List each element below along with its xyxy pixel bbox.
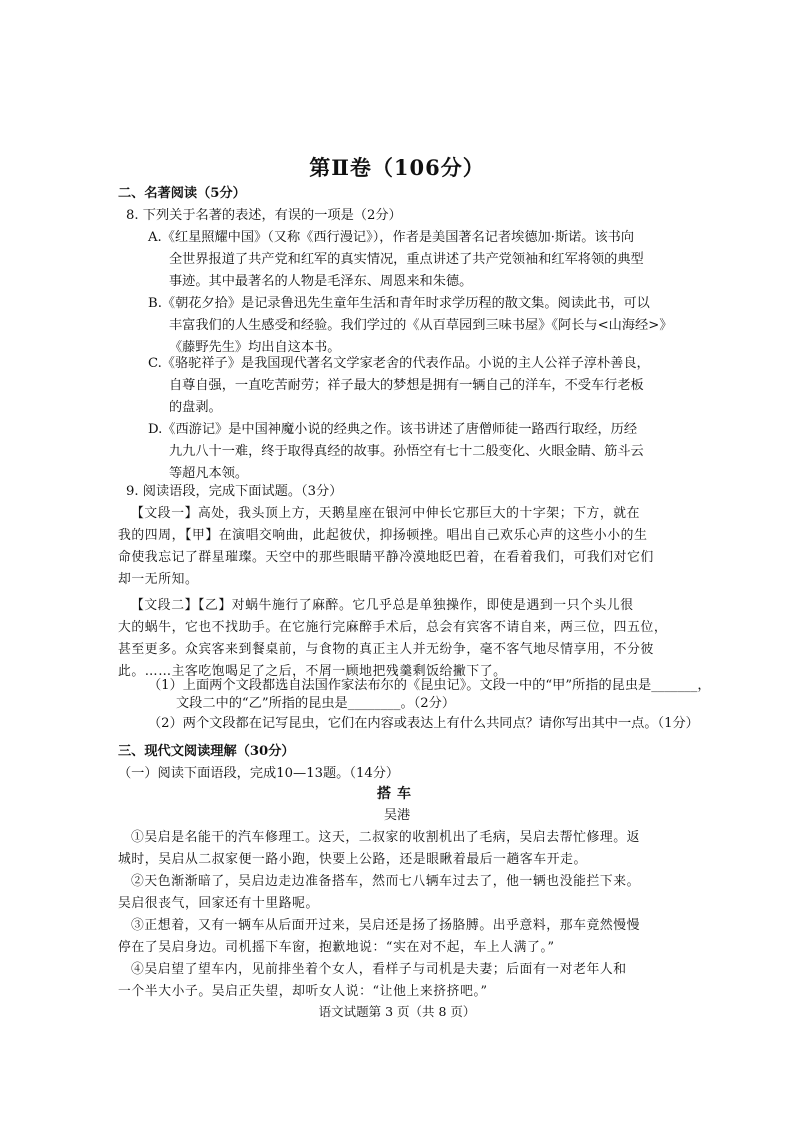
paper-part-title: 第Ⅱ卷（106分） — [309, 155, 485, 180]
story-paragraph-line: 吴启很丧气，回家还有十里路呢。 — [118, 896, 319, 911]
option-a-line: A.《红星照耀中国》（又称《西行漫记》），作者是美国著名记者埃德加·斯诺。该书向 — [148, 230, 635, 245]
option-b-line: B.《朝花夕拾》是记录鲁迅先生童年生活和青年时求学历程的散文集。阅读此书，可以 — [148, 296, 650, 311]
reading-intro: （一）阅读下面语段，完成10—13题。（14分） — [118, 766, 400, 781]
option-b-line: 丰富我们的人生感受和经验。我们学过的《从百草园到三味书屋》《阿长与<山海经>》 — [169, 318, 673, 333]
story-paragraph-line: ④吴启望了望车内，见前排坐着个女人，看样子与司机是夫妻；后面有一对老年人和 — [131, 962, 627, 977]
option-c-line: 的盘剥。 — [169, 400, 222, 415]
passage-one-line: 我的四周，【甲】在演唱交响曲，此起彼伏，抑扬顿挫。唱出自己欢乐心声的这些小小的生 — [118, 528, 648, 543]
passage-two-line: 大的蜗牛，它也不找助手。在它施行完麻醉手术后，总会有宾客不请自来，两三位，四五位， — [118, 620, 668, 635]
story-paragraph-line: 停在了吴启身边。司机摇下车窗，抱歉地说：“实在对不起，车上人满了。” — [118, 940, 555, 955]
section-heading-reading: 三、现代文阅读理解（30分） — [118, 744, 295, 759]
passage-two-line: 【文段二】【乙】对蜗牛施行了麻醉。它几乎总是单独操作，即使是遇到一只个头儿很 — [131, 598, 634, 613]
story-paragraph-line: 一个半大小子。吴启正失望，却听女人说：“让他上来挤挤吧。” — [118, 984, 488, 999]
passage-two-line: 此。……主客吃饱喝足了之后，不屑一顾地把残羹剩饭给撇下了。 — [118, 664, 507, 679]
passage-one-line: 【文段一】高处，我头顶上方，天鹅星座在银河中伸长它那巨大的十字架；下方，就在 — [131, 506, 641, 521]
option-c-line: C.《骆驼祥子》是我国现代著名文学家老舍的代表作品。小说的主人公祥子淳朴善良， — [148, 356, 650, 371]
passage-one-line: 却一无所知。 — [118, 572, 199, 587]
story-paragraph-line: 城时，吴启从二叔家便一路小跑，快要上公路，还是眼瞅着最后一趟客车开走。 — [118, 852, 587, 867]
question-9-sub-1-cont: 文段二中的“乙”所指的昆虫是________。（2分） — [176, 696, 456, 711]
story-paragraph-line: ①吴启是名能干的汽车修理工。这天，二叔家的收割机出了毛病，吴启去帮忙修理。返 — [131, 830, 641, 845]
option-d-line: 等超凡本领。 — [169, 466, 249, 481]
option-d-line: D.《西游记》是中国神魔小说的经典之作。该书讲述了唐僧师徒一路西行取经，历经 — [148, 422, 638, 437]
story-paragraph-line: ③正想着，又有一辆车从后面开过来，吴启还是扬了扬胳膊。出乎意料，那车竟然慢慢 — [131, 918, 641, 933]
option-d-line: 九九八十一难，终于取得真经的故事。孙悟空有七十二般变化、火眼金睛、筋斗云 — [169, 444, 644, 459]
story-paragraph-line: ②天色渐渐暗了，吴启边走边准备搭车，然而七八辆车过去了，他一辆也没能拦下来。 — [131, 874, 641, 889]
question-8-stem: 8. 下列关于名著的表述，有误的一项是（2分） — [126, 208, 402, 223]
story-title: 搭车 — [377, 786, 417, 802]
question-9-stem: 9. 阅读语段，完成下面试题。（3分） — [126, 484, 343, 499]
story-author: 吴港 — [383, 808, 411, 823]
passage-two-line: 甚至更多。众宾客来到餐桌前，与食物的真正主人并无纷争，毫不客气地尽情享用，不分彼 — [118, 642, 654, 657]
option-c-line: 自尊自强，一直吃苦耐劳；祥子最大的梦想是拥有一辆自己的洋车，不受车行老板 — [169, 378, 644, 393]
option-a-line: 事迹。其中最著名的人物是毛泽东、周恩来和朱德。 — [169, 274, 473, 289]
question-9-sub-1: （1）上面两个文段都选自法国作家法布尔的《昆虫记》。文段一中的“甲”所指的昆虫是_______， — [148, 678, 711, 693]
option-b-line: 《藤野先生》均出自这本书。 — [169, 340, 341, 355]
question-9-sub-2: （2）两个文段都在记写昆虫，它们在内容或表达上有什么共同点？请你写出其中一点。（1分） — [148, 716, 699, 731]
page-footer: 语文试题第 3 页（共 8 页） — [318, 1004, 476, 1019]
option-a-line: 全世界报道了共产党和红军的真实情况，重点讲述了共产党领袖和红军将领的典型 — [169, 252, 644, 267]
section-heading-classics: 二、名著阅读（5分） — [118, 186, 246, 201]
passage-one-line: 命使我忘记了群星璀璨。天空中的那些眼睛平静冷漠地眨巴着，在看着我们，可我们对它们 — [118, 550, 654, 565]
